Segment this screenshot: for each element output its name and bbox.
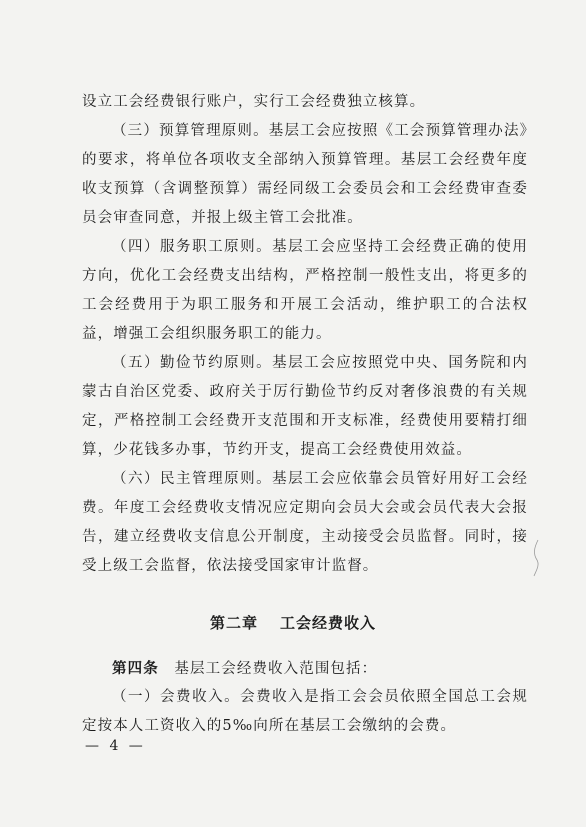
paragraph-item-1: （一）会费收入。会费收入是指工会会员依照全国总工会规定按本人工资收入的5‰向所在基层工会缴纳的会费。 <box>82 689 528 734</box>
article-4-text: 基层工会经费收入范围包括： <box>174 661 378 677</box>
margin-pencil-mark <box>530 538 548 578</box>
article-4-label: 第四条 <box>112 660 159 677</box>
paragraph-continued: 设立工会经费银行账户，实行工会经费独立核算。 <box>82 94 426 110</box>
article-4 <box>82 654 528 684</box>
chapter-title: 工会经费收入 <box>280 614 377 632</box>
page-number: — 4 — <box>85 738 146 754</box>
chapter-number: 第二章 <box>209 614 258 632</box>
paragraph-democratic-principle: （六）民主管理原则。基层工会应依靠会员管好用好工会经费。年度工会经费收支情况应定期向会员大会或会员代表大会报告，建立经费收支信息公开制度，主动接受会员监督。同时，接受上级工会监督，依法接受国家审计监督。 <box>82 471 528 574</box>
paragraph-frugality-principle: （五）勤俭节约原则。基层工会应按照党中央、国务院和内蒙古自治区党委、政府关于厉行勤俭节约反对奢侈浪费的有关规定，严格控制工会经费开支范围和开支标准，经费使用要精打细算，少花钱多办事，节约开支，提高工会经费使用效益。 <box>82 355 528 458</box>
chapter-heading <box>0 612 586 633</box>
paragraph-service-principle: （四）服务职工原则。基层工会应坚持工会经费正确的使用方向，优化工会经费支出结构，严格控制一般性支出，将更多的工会经费用于为职工服务和开展工会活动，维护职工的合法权益，增强工会组织服务职工的能力。 <box>82 239 528 342</box>
paragraph-budget-principle: （三）预算管理原则。基层工会应按照《工会预算管理办法》的要求，将单位各项收支全部纳入预算管理。基层工会经费年度收支预算（含调整预算）需经同级工会委员会和工会经费审查委员会审查同意，并报上级主管工会批准。 <box>82 123 528 226</box>
